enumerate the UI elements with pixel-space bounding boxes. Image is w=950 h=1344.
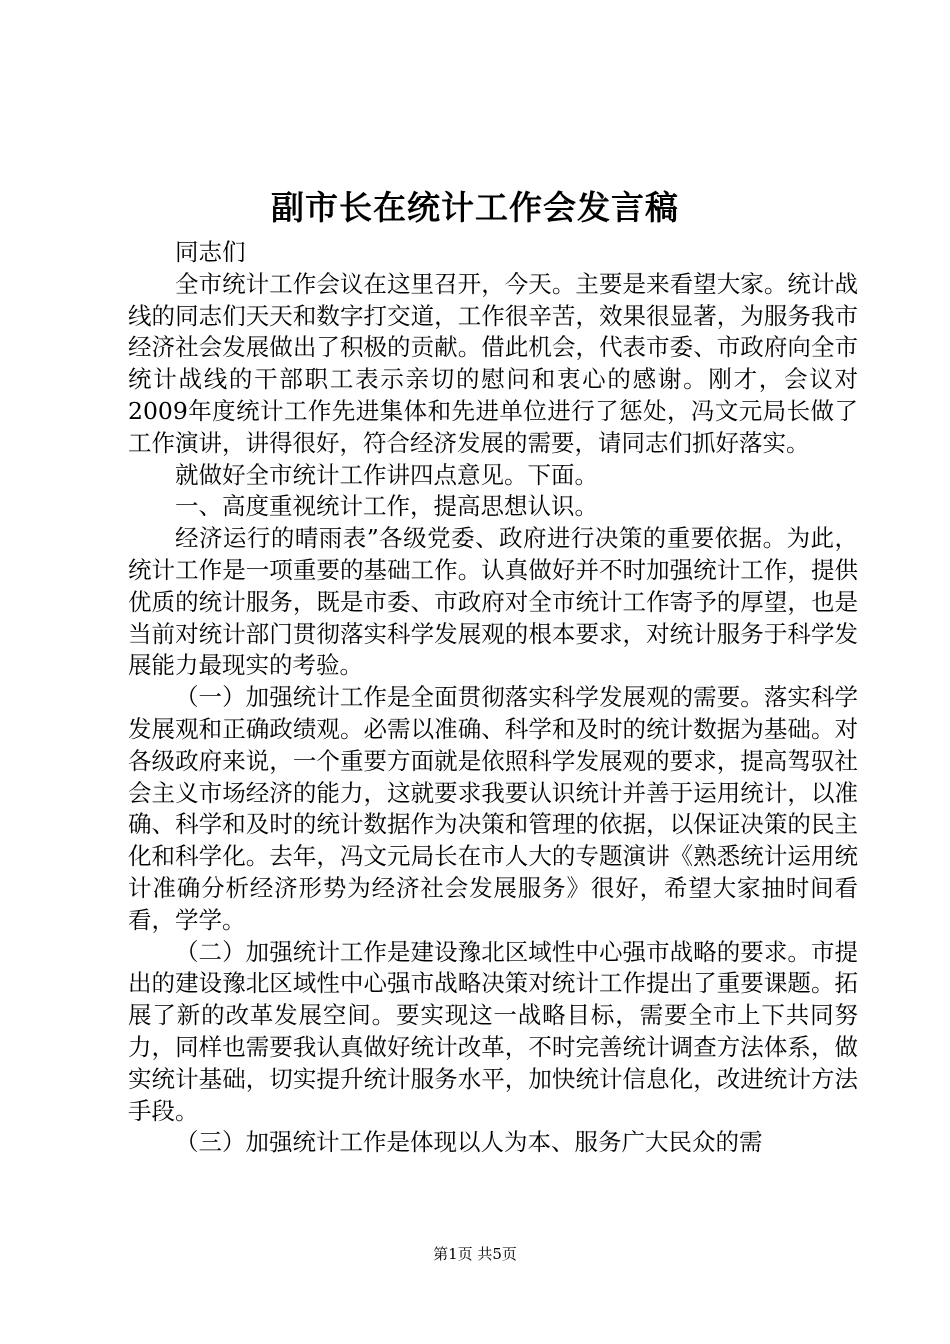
page-number-footer: 第1页 共5页 bbox=[433, 1245, 517, 1263]
paragraph-opening: 全市统计工作会议在这里召开，今天。主要是来看望大家。统计战线的同志们天天和数字打交道，工作很辛苦，效果很显著，为服务我市经济社会发展做出了积极的贡献。借此机会，代表市委、市政府向全市统计战线的干部职工表示亲切的慰问和衷心的感谢。刚才，会议对2009年度统计工作先进集体和先进单位进行了惩处，冯文元局长做了工作演讲，讲得很好，符合经济发展的需要，请同志们抓好落实。 bbox=[128, 269, 858, 457]
document-title: 副市长在统计工作会发言稿 bbox=[271, 188, 679, 227]
salutation: 同志们 bbox=[175, 238, 246, 266]
paragraph-intro: 就做好全市统计工作讲四点意见。下面。 bbox=[175, 460, 598, 489]
paragraph-point-3: （三）加强统计工作是体现以人为本、服务广大民众的需 bbox=[175, 1128, 763, 1157]
section-heading-1: 一、高度重视统计工作，提高思想认识。 bbox=[175, 492, 598, 521]
paragraph-point-2: （二）加强统计工作是建设豫北区域性中心强市战略的要求。市提出的建设豫北区域性中心强市战略决策对统计工作提出了重要课题。拓展了新的改革发展空间。要实现这一战略目标，需要全市上下共同努力，同样也需要我认真做好统计改革，不时完善统计调查方法体系，做实统计基础，切实提升统计服务水平，加快统计信息化，改进统计方法手段。 bbox=[128, 937, 858, 1125]
paragraph-point-1: （一）加强统计工作是全面贯彻落实科学发展观的需要。落实科学发展观和正确政绩观。必需以准确、科学和及时的统计数据为基础。对各级政府来说，一个重要方面就是依照科学发展观的要求，提高驾驭社会主义市场经济的能力，这就要求我要认识统计并善于运用统计，以准确、科学和及时的统计数据作为决策和管理的依据，以保证决策的民主化和科学化。去年，冯文元局长在市人大的专题演讲《熟悉统计运用统计准确分析经济形势为经济社会发展服务》很好，希望大家抽时间看看，学学。 bbox=[128, 683, 858, 934]
paragraph-section-1: 经济运行的晴雨表”各级党委、政府进行决策的重要依据。为此，统计工作是一项重要的基础工作。认真做好并不时加强统计工作，提供优质的统计服务，既是市委、市政府对全市统计工作寄予的厚望，也是当前对统计部门贯彻落实科学发展观的根本要求，对统计服务于科学发展能力最现实的考验。 bbox=[128, 524, 858, 680]
document-body bbox=[128, 237, 858, 1159]
